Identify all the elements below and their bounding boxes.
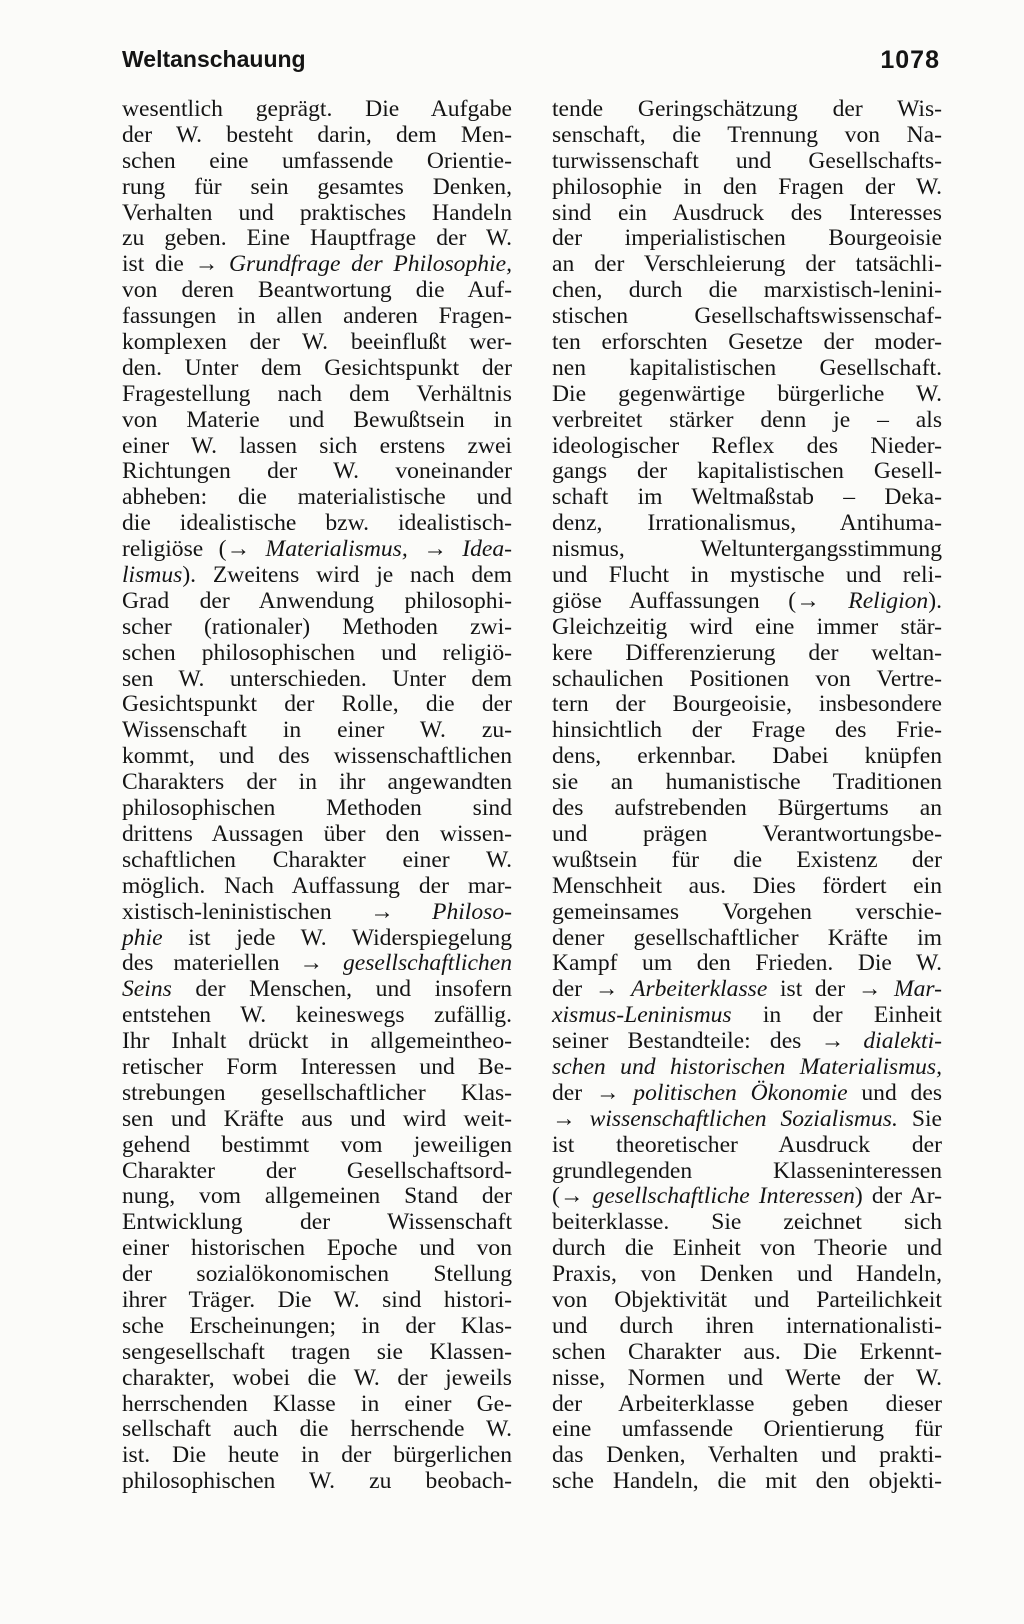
text-run: gemeinsames Vorgehen verschie- [552, 898, 942, 925]
text-run: einer W. lassen sich erstens zwei [122, 432, 512, 459]
text-run: chen, durch die marxistisch-lenini- [552, 277, 942, 304]
text-run: nismus, Weltuntergangsstimmung [552, 536, 942, 563]
text-line [552, 149, 942, 175]
text-line [552, 434, 942, 460]
text-run: dens, erkennbar. Dabei knüpfen [552, 743, 942, 770]
text-line [122, 97, 512, 123]
text-line [552, 1133, 942, 1159]
text-run: der → [552, 1079, 634, 1106]
text-line [552, 770, 942, 796]
text-run: möglich. Nach Auffassung der mar- [122, 872, 512, 899]
text-run: in der Einheit [731, 1002, 942, 1029]
text-line [552, 1469, 942, 1495]
text-line [552, 1055, 942, 1081]
text-line [122, 926, 512, 952]
text-run: der Menschen, und insofern [171, 976, 512, 1003]
text-line [552, 692, 942, 718]
text-run: ). Zweitens wird je nach dem [182, 562, 512, 589]
text-run: sellschaft auch die herrschende W. [122, 1416, 512, 1443]
cross-reference: Materialismus, [265, 536, 408, 563]
text-run: strebungen gesellschaftlicher Klas- [122, 1079, 512, 1106]
text-line [552, 900, 942, 926]
text-line [122, 822, 512, 848]
text-line [552, 304, 942, 330]
text-run: abheben: die materialistische und [122, 484, 512, 511]
text-line [552, 123, 942, 149]
text-run: schaftlichen Charakter einer W. [122, 846, 512, 873]
text-line [122, 1443, 512, 1469]
text-line [122, 667, 512, 693]
text-line [122, 977, 512, 1003]
text-line [122, 1236, 512, 1262]
text-run: wesentlich geprägt. Die Aufgabe [122, 96, 512, 122]
text-run: Charakter der Gesellschaftsord- [122, 1157, 512, 1184]
text-line [122, 1392, 512, 1418]
text-line [122, 252, 512, 278]
text-line [552, 1392, 942, 1418]
text-line [552, 1417, 942, 1443]
text-line [552, 1184, 942, 1210]
text-run: komplexen der W. beeinflußt wer- [122, 329, 512, 356]
text-line [122, 770, 512, 796]
text-run: sengesellschaft tragen sie Klassen- [122, 1338, 512, 1365]
text-run: die idealistische bzw. idealistisch- [122, 510, 512, 537]
text-run: denz, Irrationalismus, Antihuma- [552, 510, 942, 537]
text-run: → [407, 536, 463, 563]
page-number: 1078 [880, 46, 940, 74]
text-line [122, 434, 512, 460]
text-line [552, 1262, 942, 1288]
text-line [552, 1081, 942, 1107]
text-run: retischer Form Interessen und Be- [122, 1053, 512, 1080]
text-line [552, 537, 942, 563]
text-run: Grad der Anwendung philosophi- [122, 587, 512, 614]
text-line [552, 1210, 942, 1236]
text-run: ist die → [122, 251, 229, 278]
running-head: Weltanschauung [122, 46, 306, 72]
text-line [552, 459, 942, 485]
text-run: den. Unter dem Gesichtspunkt der [122, 354, 512, 381]
text-run: tende Geringschätzung der Wis- [552, 96, 942, 122]
text-run: eine umfassende Orientierung für [552, 1416, 942, 1443]
text-line [122, 1340, 512, 1366]
cross-reference: schen und historischen Materialismus, [552, 1053, 942, 1080]
text-line [552, 744, 942, 770]
text-run: seiner Bestandteile: des → [552, 1028, 864, 1055]
text-line [122, 1417, 512, 1443]
text-line [122, 1159, 512, 1185]
text-line [122, 1003, 512, 1029]
text-run: herrschenden Klasse in einer Ge- [122, 1390, 512, 1417]
text-line [122, 796, 512, 822]
text-run: an der Verschleierung der tatsächli- [552, 251, 942, 278]
text-line [552, 874, 942, 900]
cross-reference: xismus-Leninismus [552, 1002, 732, 1029]
text-run: Menschheit aus. Dies fördert ein [552, 872, 942, 899]
text-run: und Flucht in mystische und reli- [552, 562, 942, 589]
text-line [552, 382, 942, 408]
text-run: philosophischen W. zu beobach- [122, 1468, 512, 1495]
text-line [122, 1210, 512, 1236]
text-line [552, 589, 942, 615]
text-line [122, 1107, 512, 1133]
text-run: gehend bestimmt vom jeweiligen [122, 1131, 512, 1158]
text-line [122, 123, 512, 149]
text-run: Ihr Inhalt drückt in allgemeintheo- [122, 1028, 512, 1055]
text-run: gangs der kapitalistischen Gesell- [552, 458, 942, 485]
text-run: sie an humanistische Traditionen [552, 769, 942, 796]
cross-reference: Arbeiterklasse [631, 976, 768, 1003]
text-run: sen und Kräfte aus und wird weit- [122, 1105, 512, 1132]
text-line [552, 330, 942, 356]
cross-reference: lismus [122, 562, 183, 589]
text-line [552, 1443, 942, 1469]
text-line [552, 718, 942, 744]
text-run: des materiellen → [122, 950, 343, 977]
text-run: zu geben. Eine Hauptfrage der W. [122, 225, 512, 252]
text-line [122, 692, 512, 718]
text-line [122, 1366, 512, 1392]
text-run: verbreitet stärker denn je – als [552, 406, 942, 433]
text-run: senschaft, die Trennung von Na- [552, 121, 942, 148]
text-line [122, 408, 512, 434]
text-run: fassungen in allen anderen Fragen- [122, 303, 512, 330]
text-run: grundlegenden Klasseninteressen [552, 1157, 942, 1184]
text-run: ideologischer Reflex des Nieder- [552, 432, 942, 459]
text-line [552, 97, 942, 123]
cross-reference: Philoso- [432, 898, 512, 925]
text-line [552, 1029, 942, 1055]
text-run: und durch ihren internationalisti- [552, 1312, 942, 1339]
text-line [122, 900, 512, 926]
text-run: wußtsein für die Existenz der [552, 846, 942, 873]
cross-reference: Grundfrage der Philosophie, [229, 251, 513, 278]
text-run: nung, vom allgemeinen Stand der [122, 1183, 512, 1210]
text-line [552, 1107, 942, 1133]
text-run: philosophie in den Fragen der W. [552, 173, 942, 200]
text-run: durch die Einheit von Theorie und [552, 1235, 942, 1262]
text-line [552, 511, 942, 537]
text-line [122, 382, 512, 408]
text-line [122, 1081, 512, 1107]
text-run: der imperialistischen Bourgeoisie [552, 225, 942, 252]
cross-reference: phie [122, 924, 163, 951]
text-run: der sozialökonomischen Stellung [122, 1261, 512, 1288]
text-run: religiöse (→ [122, 536, 266, 563]
text-line [552, 226, 942, 252]
text-run: → [552, 1105, 590, 1132]
text-line [552, 408, 942, 434]
text-line [122, 330, 512, 356]
text-line [122, 1288, 512, 1314]
text-run: Wissenschaft in einer W. zu- [122, 717, 512, 744]
text-run: nen kapitalistischen Gesellschaft. [552, 354, 942, 381]
text-line [122, 951, 512, 977]
text-run: kommt, und des wissenschaftlichen [122, 743, 512, 770]
text-line [122, 201, 512, 227]
text-run: beiterklasse. Sie zeichnet sich [552, 1209, 942, 1236]
text-line [122, 744, 512, 770]
cross-reference: gesellschaftlichen [342, 950, 512, 977]
cross-reference: dialekti- [863, 1028, 942, 1055]
text-run: einer historischen Epoche und von [122, 1235, 512, 1262]
text-run: schen philosophischen und religiö- [122, 639, 512, 666]
text-line [122, 589, 512, 615]
text-line [552, 1003, 942, 1029]
text-run: Charakters der in ihr angewandten [122, 769, 512, 796]
text-run: rung für sein gesamtes Denken, [122, 173, 512, 200]
text-run: schaft im Weltmaßstab – Deka- [552, 484, 942, 511]
text-line [122, 278, 512, 304]
text-line [552, 615, 942, 641]
text-run: xistisch-leninistischen → [122, 898, 433, 925]
text-line [122, 874, 512, 900]
text-line [552, 822, 942, 848]
cross-reference: Seins [122, 976, 172, 1003]
text-line [122, 848, 512, 874]
text-run: stischen Gesellschaftswissenschaf- [552, 303, 942, 330]
text-run: schen eine umfassende Orientie- [122, 147, 512, 174]
text-run: (→ [552, 1183, 593, 1210]
text-run: sche Handeln, die mit den objekti- [552, 1468, 942, 1495]
text-line [552, 485, 942, 511]
text-line [122, 537, 512, 563]
text-line [552, 278, 942, 304]
text-line [122, 485, 512, 511]
text-line [552, 563, 942, 589]
text-line [552, 1159, 942, 1185]
text-run: ) der Ar- [854, 1183, 942, 1210]
text-run: von Materie und Bewußtsein in [122, 406, 512, 433]
text-run: und prägen Verantwortungsbe- [552, 820, 942, 847]
text-run: Verhalten und praktisches Handeln [122, 199, 512, 226]
text-line [122, 563, 512, 589]
text-run: sche Erscheinungen; in der Klas- [122, 1312, 512, 1339]
text-line [122, 304, 512, 330]
text-run: und des [847, 1079, 943, 1106]
text-run: charakter, wobei die W. der jeweils [122, 1364, 512, 1391]
cross-reference: wissenschaftlichen Sozialismus. [589, 1105, 898, 1132]
text-run: ist jede W. Widerspiegelung [162, 924, 512, 951]
text-run: des aufstrebenden Bürgertums an [552, 795, 942, 822]
cross-reference: Idea- [462, 536, 512, 563]
text-run: ihrer Träger. Die W. sind histori- [122, 1286, 512, 1313]
text-run: nisse, Normen und Werte der W. [552, 1364, 942, 1391]
text-run: Entwicklung der Wissenschaft [122, 1209, 512, 1236]
text-line [122, 1314, 512, 1340]
text-line [552, 175, 942, 201]
text-run: Gesichtspunkt der Rolle, die der [122, 691, 512, 718]
text-run: kere Differenzierung der weltan- [552, 639, 942, 666]
cross-reference: Religion [848, 587, 929, 614]
text-run: philosophischen Methoden sind [122, 795, 512, 822]
text-run: hinsichtlich der Frage des Frie- [552, 717, 942, 744]
text-run: ). [928, 587, 942, 614]
text-line [552, 1236, 942, 1262]
text-run: der W. besteht darin, dem Men- [122, 121, 512, 148]
text-line [552, 1366, 942, 1392]
text-run: ist theoretischer Ausdruck der [552, 1131, 942, 1158]
text-run: Kampf um den Frieden. Die W. [552, 950, 942, 977]
text-run: von deren Beantwortung die Auf- [122, 277, 512, 304]
text-run: Richtungen der W. voneinander [122, 458, 512, 485]
text-line [122, 149, 512, 175]
text-run: Sie [897, 1105, 942, 1132]
text-line [552, 1340, 942, 1366]
text-run: scher (rationaler) Methoden zwi- [122, 613, 512, 640]
text-line [552, 641, 942, 667]
text-run: der Arbeiterklasse geben dieser [552, 1390, 942, 1417]
text-line [552, 848, 942, 874]
text-line [552, 951, 942, 977]
text-run: ist. Die heute in der bürgerlichen [122, 1442, 512, 1469]
text-run: tern der Bourgeoisie, insbesondere [552, 691, 942, 718]
text-line [122, 356, 512, 382]
text-line [122, 175, 512, 201]
text-run: Fragestellung nach dem Verhältnis [122, 380, 512, 407]
text-run: Praxis, von Denken und Handeln, [552, 1261, 942, 1288]
page-header [122, 46, 940, 80]
text-column-left [122, 97, 512, 1495]
text-line [552, 667, 942, 693]
text-run: dener gesellschaftlicher Kräfte im [552, 924, 942, 951]
cross-reference: gesellschaftliche Interessen [592, 1183, 855, 1210]
text-run: der → [552, 976, 632, 1003]
text-run: ist der → [767, 976, 894, 1003]
text-run: Gleichzeitig wird eine immer stär- [552, 613, 942, 640]
text-line [122, 226, 512, 252]
text-line [122, 511, 512, 537]
text-line [122, 1184, 512, 1210]
text-run: schen Charakter aus. Die Erkennt- [552, 1338, 942, 1365]
text-run: turwissenschaft und Gesellschafts- [552, 147, 942, 174]
text-line [122, 1029, 512, 1055]
text-line [552, 796, 942, 822]
text-run: entstehen W. keineswegs zufällig. [122, 1002, 512, 1029]
text-line [552, 1288, 942, 1314]
cross-reference: Mar- [893, 976, 942, 1003]
text-line [552, 201, 942, 227]
text-line [552, 356, 942, 382]
text-line [552, 926, 942, 952]
text-line [122, 1262, 512, 1288]
cross-reference: politischen Ökonomie [633, 1079, 848, 1106]
text-line [552, 977, 942, 1003]
text-line [122, 641, 512, 667]
text-line [122, 1469, 512, 1495]
text-column-right [552, 97, 942, 1495]
text-line [122, 718, 512, 744]
text-run: Die gegenwärtige bürgerliche W. [552, 380, 942, 407]
text-run: sind ein Ausdruck des Interesses [552, 199, 942, 226]
text-line [552, 1314, 942, 1340]
text-run: das Denken, Verhalten und prakti- [552, 1442, 942, 1469]
text-run: giöse Auffassungen (→ [552, 587, 849, 614]
text-line [552, 252, 942, 278]
text-run: drittens Aussagen über den wissen- [122, 820, 512, 847]
text-line [122, 1133, 512, 1159]
text-run: schaulichen Positionen von Vertre- [552, 665, 942, 692]
text-line [122, 1055, 512, 1081]
text-line [122, 615, 512, 641]
text-run: von Objektivität und Parteilichkeit [552, 1286, 942, 1313]
text-run: sen W. unterschieden. Unter dem [122, 665, 512, 692]
text-run: ten erforschten Gesetze der moder- [552, 329, 942, 356]
text-line [122, 459, 512, 485]
